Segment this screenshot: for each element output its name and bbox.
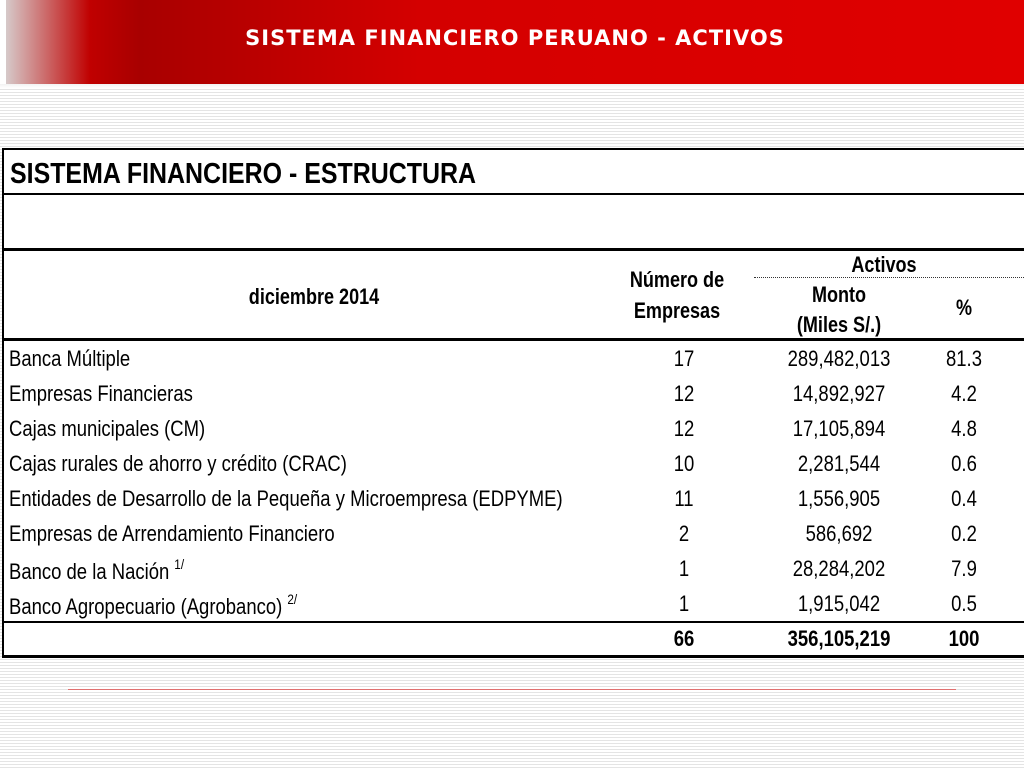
row-monto: 17,105,894 [792,416,886,441]
table-rule [4,248,1024,251]
financial-structure-table [2,148,1024,658]
row-num-empresas: 1 [678,556,690,581]
row-percent: 81.3 [946,346,982,371]
row-percent: 4.8 [951,416,977,441]
row-monto: 586,692 [805,521,873,546]
total-percent: 100 [948,626,980,651]
total-num-empresas: 66 [673,626,695,651]
row-num-empresas: 10 [673,451,695,476]
header-monto-line2: (Miles S/.) [796,312,882,337]
table-row [4,343,1024,378]
footer-divider [68,689,956,690]
header-num-line2: Empresas [633,298,721,323]
slide-title: SISTEMA FINANCIERO PERUANO - ACTIVOS [245,26,785,50]
row-name: Entidades de Desarrollo de la Pequeña y Microempresa (EDPYME) [9,486,563,511]
table-row [4,448,1024,483]
table-title: SISTEMA FINANCIERO - ESTRUCTURA [10,158,477,190]
row-monto: 2,281,544 [797,451,881,476]
slide-header-band [0,0,1024,84]
row-name: Empresas de Arrendamiento Financiero [9,521,335,546]
header-period: diciembre 2014 [248,284,380,309]
row-monto: 28,284,202 [792,556,886,581]
row-percent: 0.6 [951,451,977,476]
table-row [4,378,1024,413]
header-monto [778,280,901,340]
row-num-empresas: 17 [673,346,695,371]
row-num-empresas: 12 [673,381,695,406]
row-name: Cajas municipales (CM) [9,416,206,441]
header-monto-line1: Monto [811,282,867,307]
table-row [4,413,1024,448]
row-percent: 4.2 [951,381,977,406]
header-num-line1: Número de [629,267,725,292]
row-num-empresas: 1 [678,591,690,616]
row-percent: 7.9 [951,556,977,581]
row-num-empresas: 11 [674,486,694,511]
header-activos: Activos [851,252,917,277]
row-name: Banco de la Nación $^{1/}$ [9,556,185,584]
footnote-marker: 2/ [287,591,298,607]
row-name: Cajas rurales de ahorro y crédito (CRAC) [9,451,347,476]
table-total-row [4,623,1024,658]
row-name: Empresas Financieras [9,381,193,406]
footnote-marker: 1/ [174,556,185,572]
row-monto: 1,915,042 [797,591,881,616]
header-percent: % [955,295,973,320]
table-row [4,483,1024,518]
row-monto: 14,892,927 [792,381,886,406]
row-monto: 289,482,013 [787,346,891,371]
row-percent: 0.5 [951,591,977,616]
row-monto: 1,556,905 [797,486,881,511]
table-row [4,553,1024,588]
row-name: Banca Múltiple [9,346,131,371]
header-num-empresas [624,264,731,326]
row-percent: 0.2 [951,521,977,546]
table-row [4,518,1024,553]
row-name: Banco Agropecuario (Agrobanco) $^{2/}$ [9,591,298,619]
row-num-empresas: 12 [673,416,695,441]
row-percent: 0.4 [951,486,977,511]
total-monto: 356,105,219 [787,626,891,651]
table-rule [4,193,1024,195]
row-num-empresas: 2 [678,521,690,546]
table-row [4,588,1024,623]
